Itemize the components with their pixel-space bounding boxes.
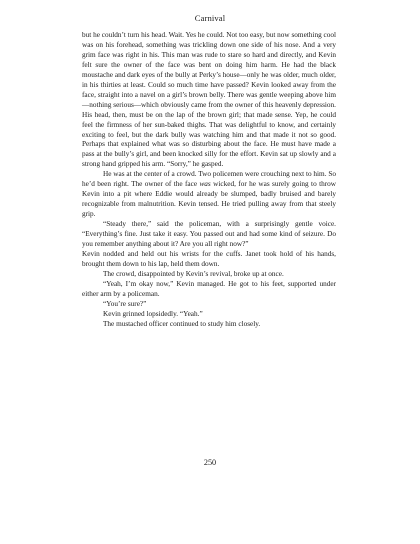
paragraph-text: “Yeah, I’m okay now,” Kevin managed. He got to his feet, supported under either arm by a policeman. — [82, 279, 336, 298]
paragraph-text: “Steady there,” said the policeman, with a surprisingly gentle voice. “Everything’s fine. Just take it easy. You passed out and had some kind of seizure. Do you remember anything about it? Are you all right now?” — [82, 220, 336, 249]
paragraph-text: but he couldn’t turn his head. Wait. Yes he could. Not too easy, but now something cool was on his forehead, something was trickling down one side of his nose. And a very grim face was right in his. This man was rude to stare so hard and directly, and Kevin felt sure the owner of the face was bent on doing him harm. He had the black moustache and dark eyes of the bully at Perky’s house—only he was older, much older, in his thirties at least. Could so much time have passed? Kevin looked away from the face, straight into a navel on a girl’s brown belly. There was gentle weeping above him—nothing serious—which obviously came from the owner of this heavenly depression. His head, then, must be on the lap of the brown girl; that made sense. Yep, he could feel the firmness of her sun-baked thighs. That was delightful to know, and certainly exciting to feel, but the dark bully was watching him and that made it not so good. Perhaps that explained what was so disturbing about the face. He must have made a pass at the bully’s girl, and been knocked silly for the effort. Kevin sat up slowly and a strong hand gripped his arm. “Sorry,” he gasped. — [82, 31, 336, 169]
paragraph-text: “You’re sure?” — [103, 299, 147, 308]
paragraph-text: The mustached officer continued to study him closely. — [103, 319, 261, 328]
page-number: 250 — [203, 458, 217, 467]
paragraph — [82, 250, 336, 270]
paragraph — [82, 310, 336, 320]
paragraph — [82, 31, 336, 170]
paragraph — [82, 280, 336, 300]
body-text — [82, 31, 336, 330]
paragraph-text: wicked, for he was surely going to throw Kevin into a pit where Eddie would already be slumped, badly bruised and barely recognizable from malnutrition. Kevin tensed. He tried pulling away from that steely grip. — [82, 180, 337, 219]
running-head: Carnival — [194, 13, 226, 23]
italic-emphasis: was — [199, 180, 211, 189]
paragraph — [82, 270, 336, 280]
paragraph-text: He was at the center of a crowd. Two policemen were crouching next to him. So he’d been right. The owner of the face — [82, 170, 336, 189]
paragraph — [82, 170, 336, 220]
paragraph-text: Kevin grinned lopsidedly. “Yeah.” — [103, 309, 203, 318]
paragraph — [82, 300, 336, 310]
paragraph-text: Kevin nodded and held out his wrists for the cuffs. Janet took hold of his hands, brought them down to his lap, held them down. — [82, 249, 336, 268]
paragraph-text: The crowd, disappointed by Kevin’s revival, broke up at once. — [103, 269, 284, 278]
paragraph — [82, 220, 336, 250]
paragraph — [82, 320, 336, 330]
